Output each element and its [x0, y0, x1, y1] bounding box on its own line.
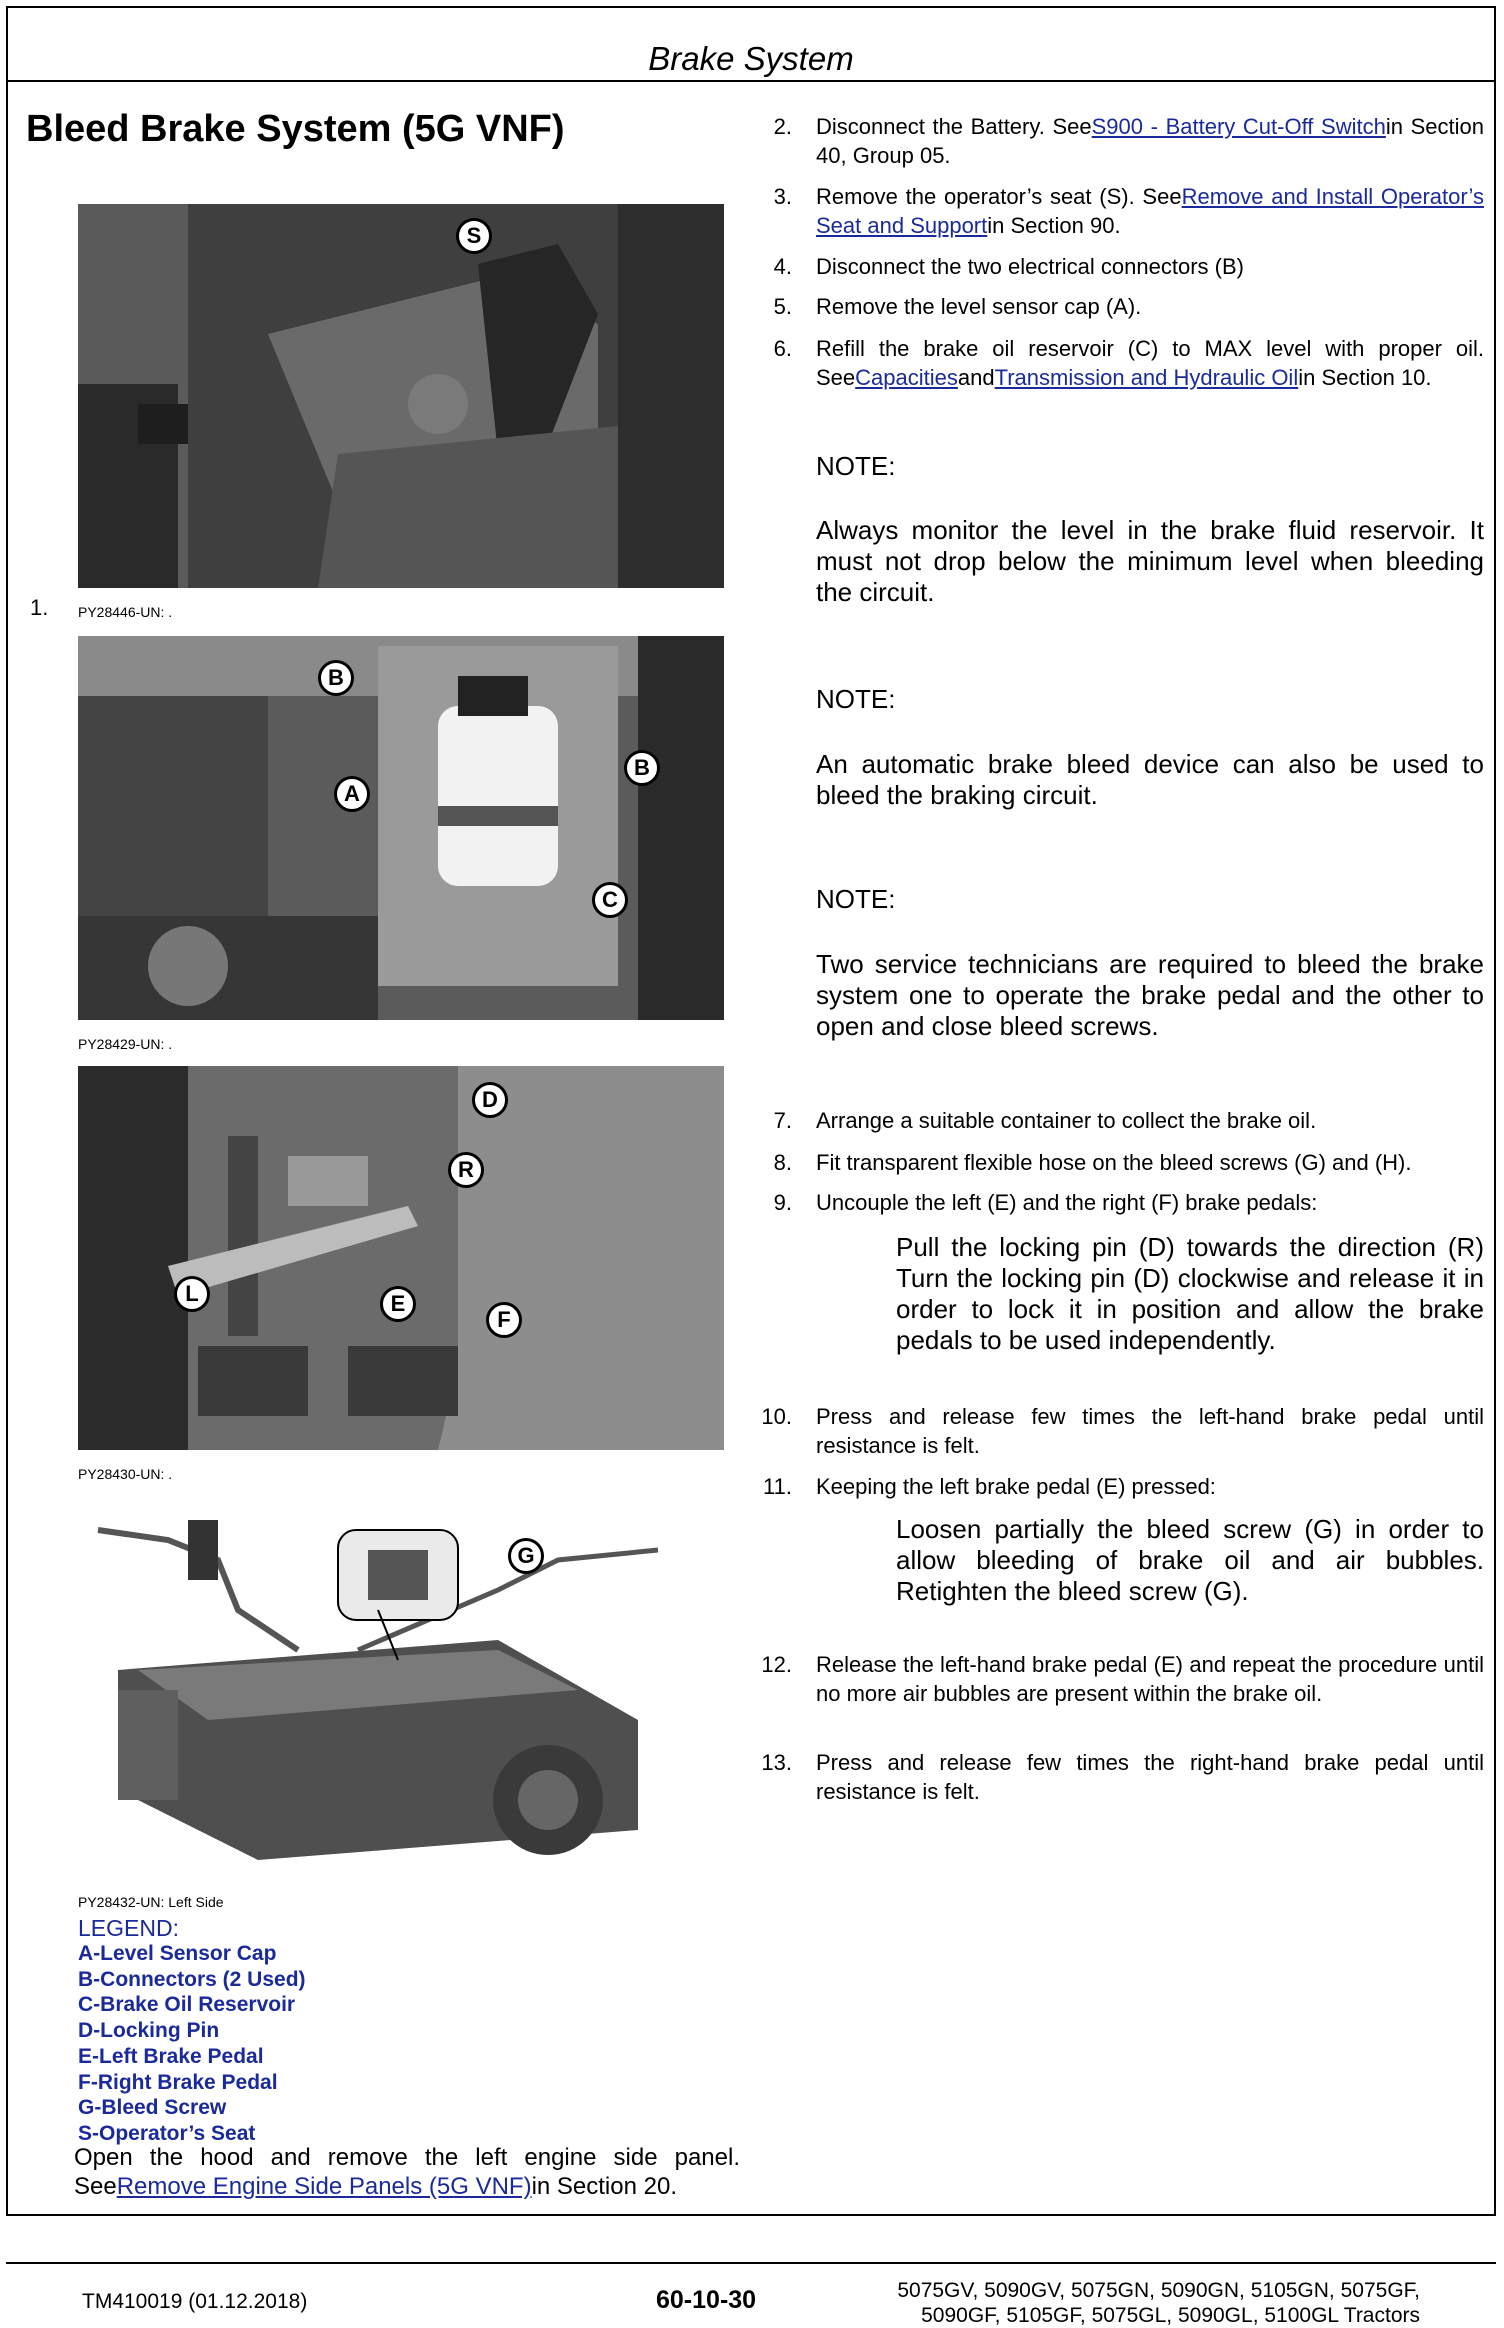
- legend-item: A-Level Sensor Cap: [78, 1942, 277, 1965]
- legend-item: C-Brake Oil Reservoir: [78, 1993, 296, 2017]
- callout-g: G: [508, 1538, 544, 1574]
- callout-r: R: [448, 1152, 484, 1188]
- step-1-number: 1.: [30, 595, 49, 620]
- step-1-text: Open the hood and remove the left engine side panel. SeeRemove Engine Side Panels (5G VNF)in Section 20.: [74, 2144, 740, 2200]
- callout-c: C: [592, 882, 628, 918]
- figure-2-caption: PY28429-UN: .: [78, 1036, 173, 1052]
- page-header: [6, 6, 1496, 82]
- step-11-detail: Loosen partially the bleed screw (G) in order to allow bleeding of brake oil and air bubbles. Retighten the bleed screw (G).: [896, 1514, 1484, 1606]
- callout-f: F: [486, 1302, 522, 1338]
- callout-e: E: [380, 1286, 416, 1322]
- step-9-detail: Pull the locking pin (D) towards the direction (R) Turn the locking pin (D) clockwise and release it in order to lock it in position and allow the brake pedals to be used independently.: [896, 1232, 1484, 1355]
- note-text: Always monitor the level in the brake fluid reservoir. It must not drop below the minimum level when bleeding the circuit.: [816, 515, 1484, 607]
- remove-install-seat-link[interactable]: Remove and Install Operator’s Seat and Support: [816, 184, 1484, 238]
- battery-cut-off-link[interactable]: S900 - Battery Cut-Off Switch: [1091, 114, 1386, 139]
- callout-a: A: [334, 776, 370, 812]
- legend-item: F-Right Brake Pedal: [78, 2070, 278, 2094]
- figure-pedals-photo: [78, 1066, 724, 1450]
- footer-divider: [6, 2262, 1496, 2264]
- figure-1-caption: PY28446-UN: .: [78, 604, 173, 620]
- section-title: Bleed Brake System (5G VNF): [26, 108, 565, 150]
- legend-item: B-Connectors (2 Used): [78, 1967, 306, 1991]
- header-title: Brake System: [648, 40, 854, 77]
- transmission-hydraulic-oil-link[interactable]: Transmission and Hydraulic Oil: [994, 365, 1299, 390]
- figure-transmission-photo: [78, 1500, 724, 1884]
- note-label: NOTE:: [816, 884, 896, 914]
- footer-models: 5075GV, 5090GV, 5075GN, 5090GN, 5105GN, 5075GF, 5090GF, 5105GF, 5075GL, 5090GL, 5100GL Tractors: [897, 2279, 1420, 2327]
- callout-l: L: [174, 1276, 210, 1312]
- remove-engine-side-panels-link[interactable]: Remove Engine Side Panels (5G VNF): [116, 2173, 532, 2200]
- legend-item: D-Locking Pin: [78, 2019, 220, 2043]
- note-text: Two service technicians are required to bleed the brake system one to operate the brake pedal and the other to open and close bleed screws.: [816, 949, 1484, 1041]
- callout-s: S: [456, 218, 492, 254]
- callout-b-right: B: [624, 750, 660, 786]
- note-label: NOTE:: [816, 451, 896, 481]
- legend-item: S-Operator’s Seat: [78, 2121, 256, 2145]
- legend-item: E-Left Brake Pedal: [78, 2044, 264, 2068]
- footer-doc-id: TM410019 (01.12.2018): [82, 2290, 308, 2313]
- capacities-link[interactable]: Capacities: [855, 365, 958, 390]
- figure-reservoir-photo: [78, 636, 724, 1020]
- footer-page-number: 60-10-30: [656, 2286, 757, 2314]
- note-text: An automatic brake bleed device can also be used to bleed the braking circuit.: [816, 749, 1484, 810]
- figure-operator-seat-photo: [78, 204, 724, 588]
- figure-3-caption: PY28430-UN: .: [78, 1466, 173, 1482]
- figure-4-caption: PY28432-UN: Left Side: [78, 1894, 224, 1910]
- callout-b-left: B: [318, 660, 354, 696]
- callout-d: D: [472, 1082, 508, 1118]
- legend-title: LEGEND:: [78, 1915, 179, 1941]
- legend-item: G-Bleed Screw: [78, 2096, 227, 2120]
- legend: [78, 1915, 306, 2147]
- note-label: NOTE:: [816, 684, 896, 714]
